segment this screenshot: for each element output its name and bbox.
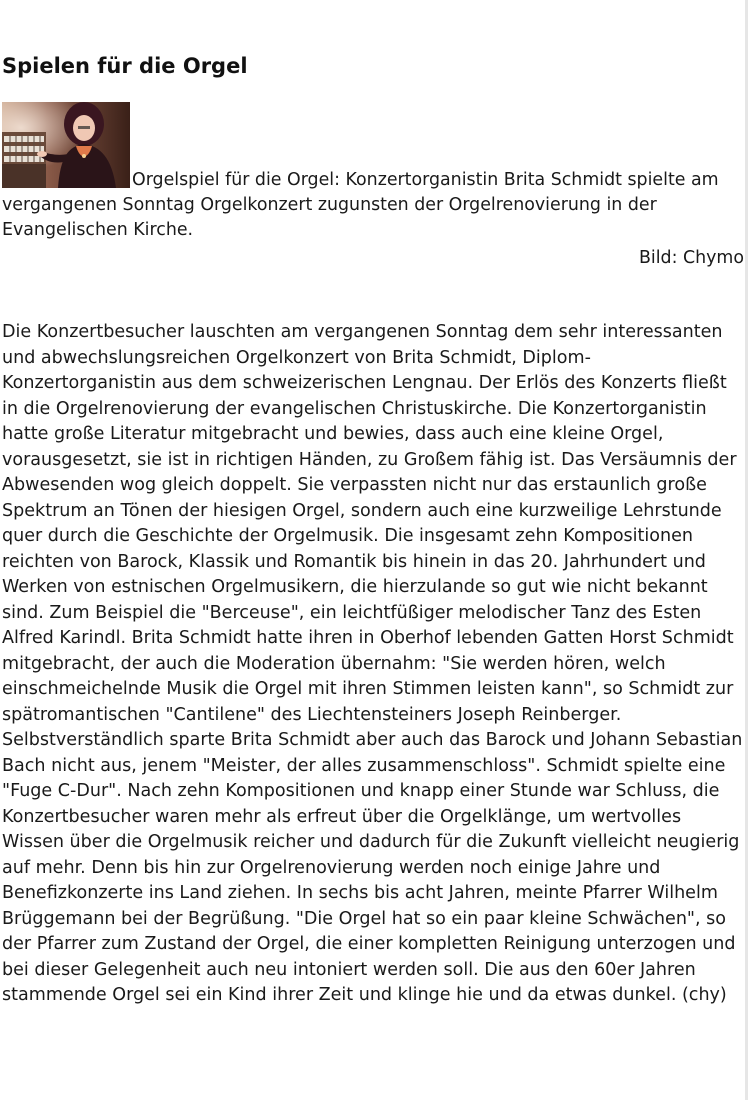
article-figure bbox=[2, 102, 744, 243]
article-body: Die Konzertbesucher lauschten am vergangenen Sonntag dem sehr interessanten und abwechslungsreichen Orgelkonzert von Brita Schmidt, Diplom-Konzertorganistin aus dem schweizerischen Lengnau. Der Erlös des Konzerts fließt in die Orgelrenovierung der evangelischen Christuskirche. Die Konzertorganistin hatte große Literatur mitgebracht und bewies, dass auch eine kleine Orgel, vorausgesetzt, sie ist in richtigen Händen, zu Großem fähig ist. Das Versäumnis der Abwesenden wog gleich doppelt. Sie verpassten nicht nur das erstaunlich große Spektrum an Tönen der hiesigen Orgel, sondern auch eine kurzweilige Lehrstunde quer durch die Geschichte der Orgelmusik. Die insgesamt zehn Kompositionen reichten von Barock, Klassik und Romantik bis hinein in das 20. Jahrhundert und Werken von estnischen Orgelmusikern, die hierzulande so gut wie nicht bekannt sind. Zum Beispiel die "Berceuse", ein leichtfüßiger melodischer Tanz des Esten Alfred Karindl. Brita Schmidt hatte ihren in Oberhof lebenden Gatten Horst Schmidt mitgebracht, der auch die Moderation übernahm: "Sie werden hören, welch einschmeichelnde Musik die Orgel mit ihren Stimmen leisten kann", so Schmidt zur spätromantischen "Cantilene" des Liechtensteiners Joseph Reinberger. Selbstverständlich sparte Brita Schmidt aber auch das Barock und Johann Sebastian Bach nicht aus, jenem "Meister, der alles zusammenschloss". Schmidt spielte eine "Fuge C-Dur". Nach zehn Kompositionen und knapp einer Stunde war Schluss, die Konzertbesucher waren mehr als erfreut über die Orgelklänge, um wertvolles Wissen über die Orgelmusik reicher und dadurch für die Zukunft vielleicht neugierig auf mehr. Denn bis hin zur Orgelrenovierung werden noch einige Jahre und Benefizkonzerte ins Land ziehen. In sechs bis acht Jahren, meinte Pfarrer Wilhelm Brüggemann bei der Begrüßung. "Die Orgel hat so ein paar kleine Schwächen", so der Pfarrer zum Zustand der Orgel, die einer kompletten Reinigung unterzogen und bei dieser Gelegenheit auch neu intoniert werden soll. Die aus den 60er Jahren stammende Orgel sei ein Kind ihrer Zeit und klinge hie und da etwas dunkel. (chy) bbox=[2, 322, 743, 1005]
photo-credit: Bild: Chymo bbox=[638, 248, 744, 268]
organist-photo bbox=[2, 102, 130, 188]
photo-caption: Orgelspiel für die Orgel: Konzertorganistin Brita Schmidt spielte am vergangenen Sonntag Orgelkonzert zugunsten der Orgelrenovierung in der Evangelischen Kirche. bbox=[2, 170, 719, 240]
article-title: Spielen für die Orgel bbox=[2, 54, 248, 78]
